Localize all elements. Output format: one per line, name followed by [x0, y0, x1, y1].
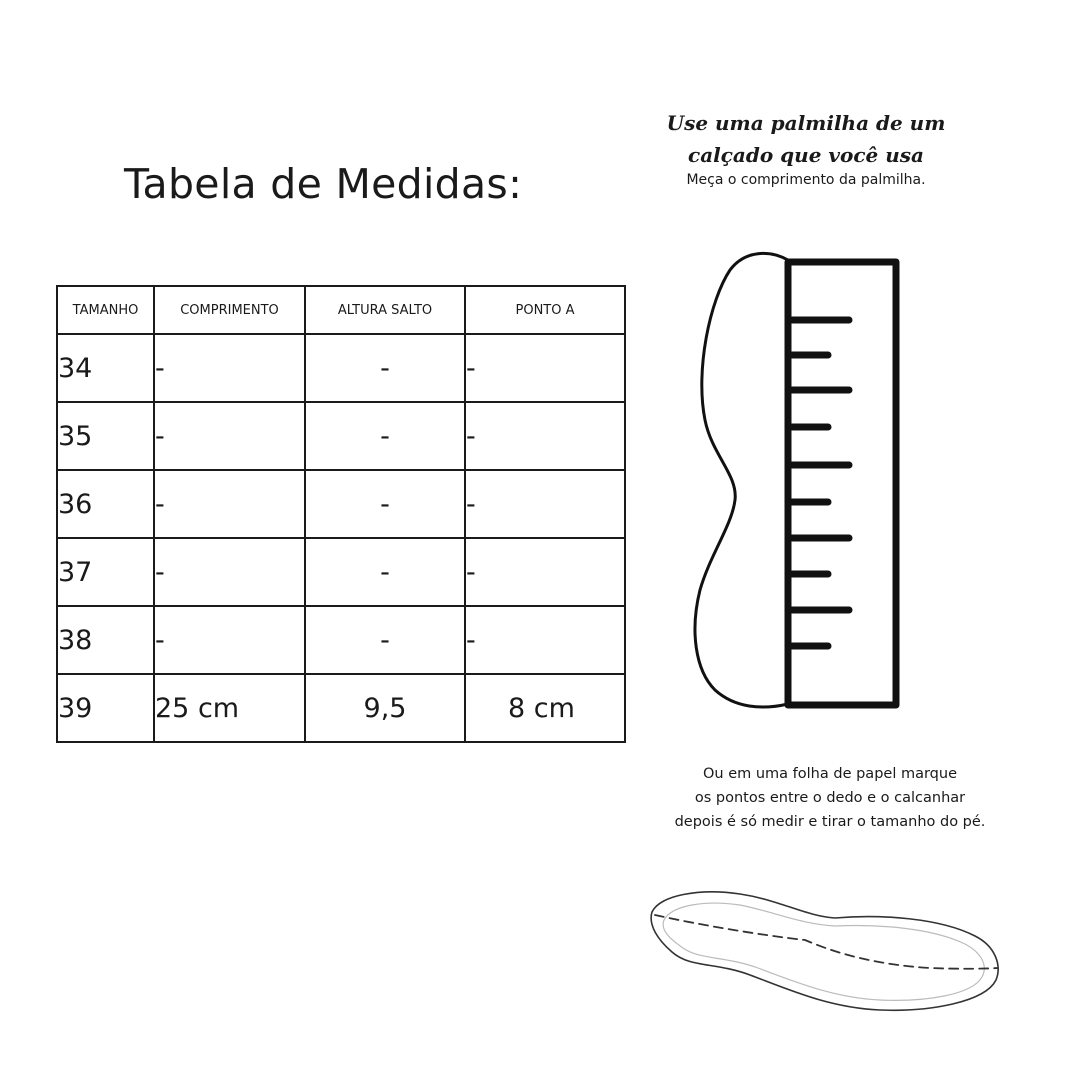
size-cell: 34: [57, 334, 154, 402]
altura-salto-cell: 9,5: [305, 674, 465, 742]
size-cell: 38: [57, 606, 154, 674]
comprimento-cell: -: [154, 538, 305, 606]
altura-salto-cell: -: [305, 334, 465, 402]
altura-salto-cell: -: [305, 538, 465, 606]
size-cell: 35: [57, 402, 154, 470]
altura-salto-cell: -: [305, 470, 465, 538]
header-comprimento: COMPRIMENTO: [154, 286, 305, 334]
ponto-a-cell: -: [465, 402, 625, 470]
instruction-heading-line: Use uma palmilha de um: [666, 111, 946, 135]
comprimento-cell: -: [154, 402, 305, 470]
paper-instructions: [640, 762, 1020, 834]
comprimento-cell: -: [154, 334, 305, 402]
insole-with-ruler-icon: [695, 253, 896, 707]
ponto-a-cell: -: [465, 606, 625, 674]
ponto-a-cell: 8 cm: [465, 674, 625, 742]
size-cell: 37: [57, 538, 154, 606]
instruction-subtext: Meça o comprimento da palmilha.: [686, 172, 926, 188]
header-altura-salto: ALTURA SALTO: [305, 286, 465, 334]
header-tamanho: TAMANHO: [57, 286, 154, 334]
paper-instruction-line: os pontos entre o dedo e o calcanhar: [694, 790, 966, 806]
page-title: Tabela de Medidas:: [124, 160, 523, 208]
paper-instruction-line: Ou em uma folha de papel marque: [703, 766, 957, 782]
ponto-a-cell: -: [465, 334, 625, 402]
altura-salto-cell: -: [305, 606, 465, 674]
comprimento-cell: -: [154, 470, 305, 538]
altura-salto-cell: -: [305, 402, 465, 470]
ponto-a-cell: -: [465, 470, 625, 538]
header-ponto-a: PONTO A: [465, 286, 625, 334]
comprimento-cell: -: [154, 606, 305, 674]
instruction-heading-line: calçado que você usa: [688, 143, 924, 167]
size-cell: 39: [57, 674, 154, 742]
paper-instruction-line: depois é só medir e tirar o tamanho do pé.: [674, 814, 986, 830]
comprimento-cell: 25 cm: [154, 674, 305, 742]
size-cell: 36: [57, 470, 154, 538]
footprint-outline-icon: [651, 892, 998, 1010]
ponto-a-cell: -: [465, 538, 625, 606]
